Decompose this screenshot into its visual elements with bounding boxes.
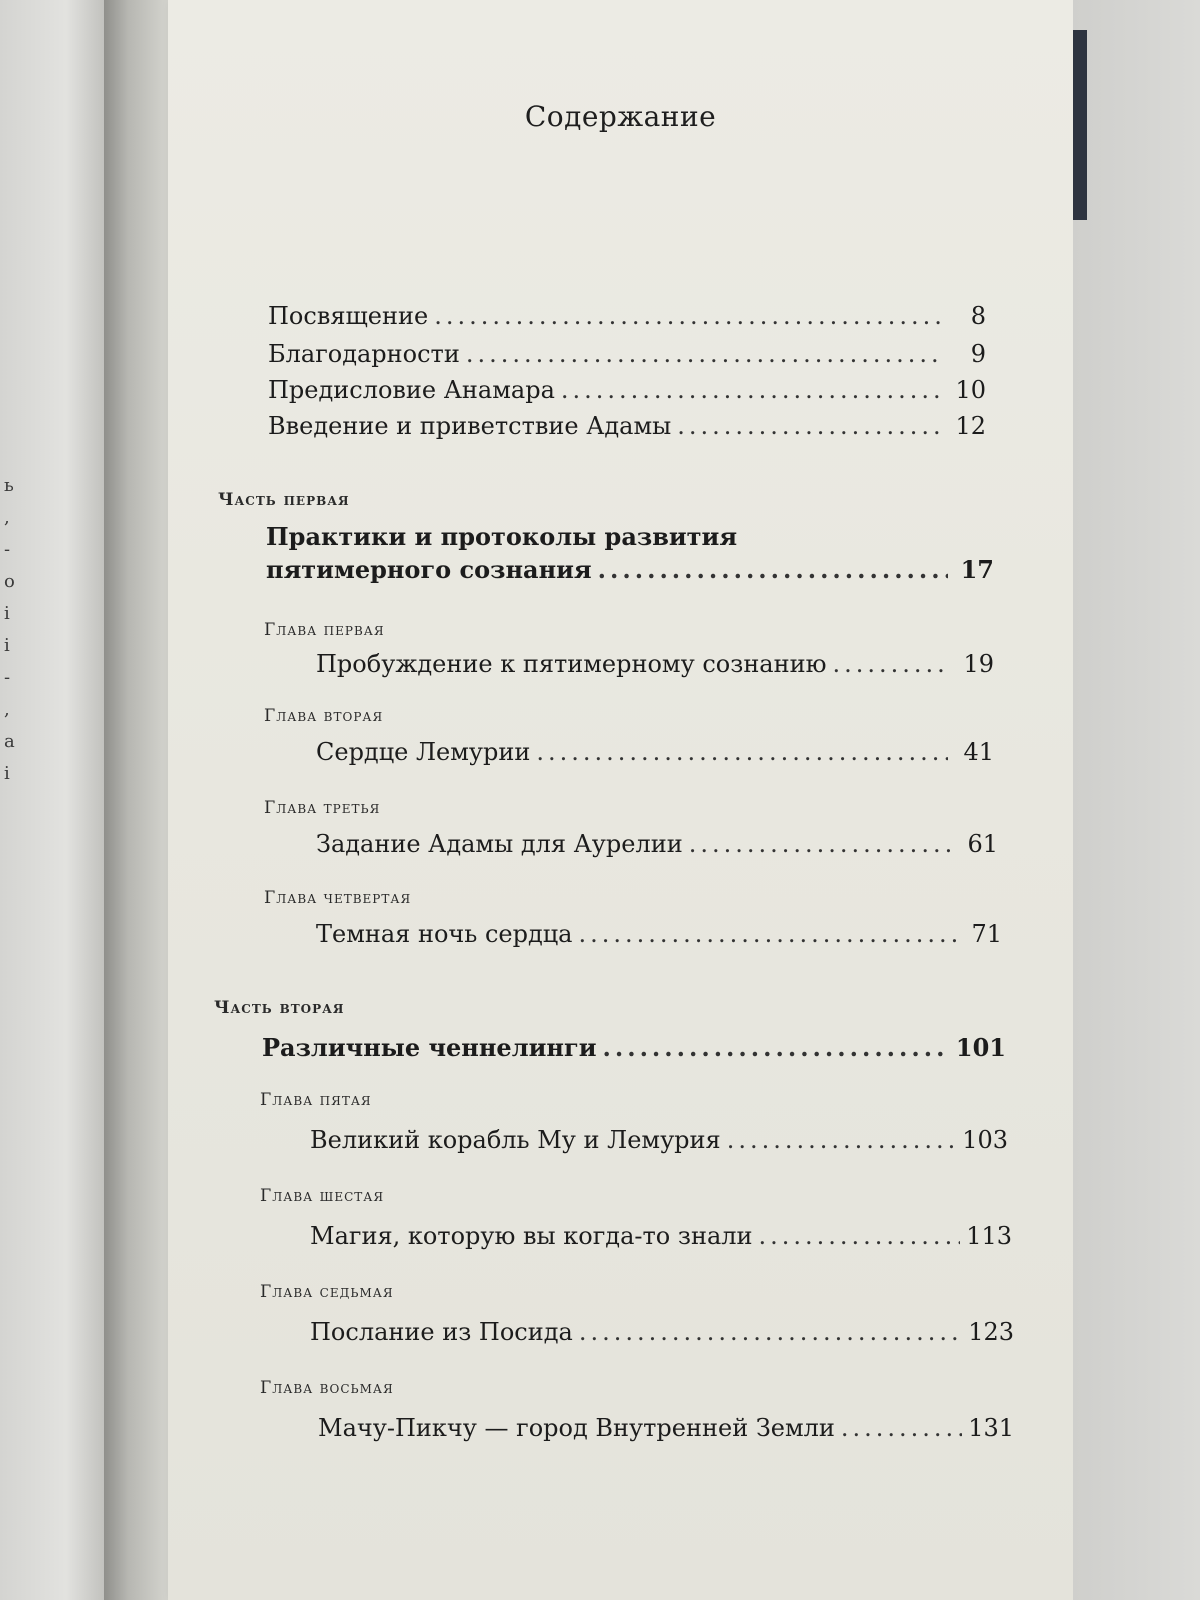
toc-entry (316, 738, 994, 766)
book-gutter (104, 0, 174, 1600)
toc-entry-title: Предисловие Анамара (268, 376, 555, 404)
toc-entry-page: 19 (963, 650, 994, 678)
chapter-label: Глава первая (264, 620, 385, 640)
leader-dots (579, 1318, 962, 1346)
leader-dots (434, 302, 940, 330)
toc-entry-title: Великий корабль Му и Лемурия (310, 1126, 721, 1154)
toc-entry-title: Темная ночь сердца (316, 920, 573, 948)
toc-entry-page: 12 (955, 412, 986, 440)
toc-entry (316, 830, 998, 858)
edge-letter: , (4, 699, 10, 720)
left-page (0, 0, 110, 1600)
leader-dots (561, 376, 940, 404)
leader-dots (841, 1414, 962, 1442)
toc-entry-title: Благодарности (268, 340, 460, 368)
part-title: Различные ченнелинги (262, 1033, 597, 1062)
left-page-edge-text (4, 470, 20, 790)
toc-entry (310, 1222, 1012, 1250)
chapter-label: Глава третья (264, 798, 381, 818)
leader-dots (727, 1126, 957, 1154)
toc-entry (268, 412, 986, 440)
chapter-label: Глава вторая (264, 706, 384, 726)
leader-dots (603, 1033, 950, 1062)
leader-dots (536, 738, 948, 766)
toc-entry-title: Введение и приветствие Адамы (268, 412, 672, 440)
chapter-label: Глава шестая (260, 1186, 385, 1206)
toc-entry (316, 650, 994, 678)
edge-letter: ь (4, 475, 14, 496)
part-label: Часть вторая (214, 998, 345, 1018)
leader-dots (466, 340, 940, 368)
toc-entry (262, 1033, 1006, 1062)
part-title: Практики и протоколы развития (266, 522, 738, 551)
leader-dots (598, 555, 948, 584)
background-surface (1073, 0, 1200, 1600)
toc-entry-page: 113 (966, 1222, 1012, 1250)
page-title: Содержание (524, 100, 717, 133)
toc-entry-page: 9 (970, 340, 986, 368)
toc-entry-page: 101 (955, 1033, 1006, 1062)
toc-entry (316, 920, 1002, 948)
chapter-label: Глава седьмая (260, 1282, 394, 1302)
chapter-label: Глава четвертая (264, 888, 412, 908)
toc-entry (310, 1318, 1014, 1346)
edge-letter: - (4, 539, 11, 560)
leader-dots (677, 412, 940, 440)
edge-letter: а (4, 731, 15, 752)
toc-entry (268, 302, 986, 330)
toc-entry-title: Сердце Лемурии (316, 738, 531, 766)
edge-letter: о (4, 571, 15, 592)
leader-dots (579, 920, 957, 948)
part-label: Часть первая (218, 490, 350, 510)
toc-entry-page: 61 (967, 830, 998, 858)
toc-entry-page: 103 (962, 1126, 1008, 1154)
edge-letter: і (4, 635, 10, 656)
toc-entry (318, 1414, 1014, 1442)
toc-entry-title: Задание Адамы для Аурелии (316, 830, 683, 858)
toc-entry-page: 71 (971, 920, 1002, 948)
toc-entry-page: 41 (963, 738, 994, 766)
toc-entry-title: Магия, которую вы когда-то знали (310, 1222, 753, 1250)
edge-letter: , (4, 507, 10, 528)
toc-entry-title: Посвящение (268, 302, 429, 330)
toc-entry-page: 123 (968, 1318, 1014, 1346)
edge-letter: і (4, 763, 10, 784)
edge-letter: - (4, 667, 11, 688)
leader-dots (833, 650, 948, 678)
toc-entry (268, 340, 986, 368)
toc-entry-page: 8 (970, 302, 986, 330)
toc-entry-page: 17 (960, 555, 994, 584)
book-cover-edge (1073, 30, 1087, 220)
chapter-label: Глава восьмая (260, 1378, 394, 1398)
leader-dots (689, 830, 952, 858)
toc-entry-page: 10 (955, 376, 986, 404)
toc-entry-page: 131 (968, 1414, 1014, 1442)
toc-entry-title: Послание из Посида (310, 1318, 573, 1346)
toc-entry-title: Мачу-Пикчу — город Внутренней Земли (318, 1414, 835, 1442)
part-title: пятимерного сознания (266, 555, 592, 584)
toc-entry (310, 1126, 1008, 1154)
chapter-label: Глава пятая (260, 1090, 372, 1110)
toc-entry (268, 376, 986, 404)
toc-entry (266, 555, 994, 584)
toc-entry-title: Пробуждение к пятимерному сознанию (316, 650, 827, 678)
leader-dots (759, 1222, 961, 1250)
edge-letter: і (4, 603, 10, 624)
